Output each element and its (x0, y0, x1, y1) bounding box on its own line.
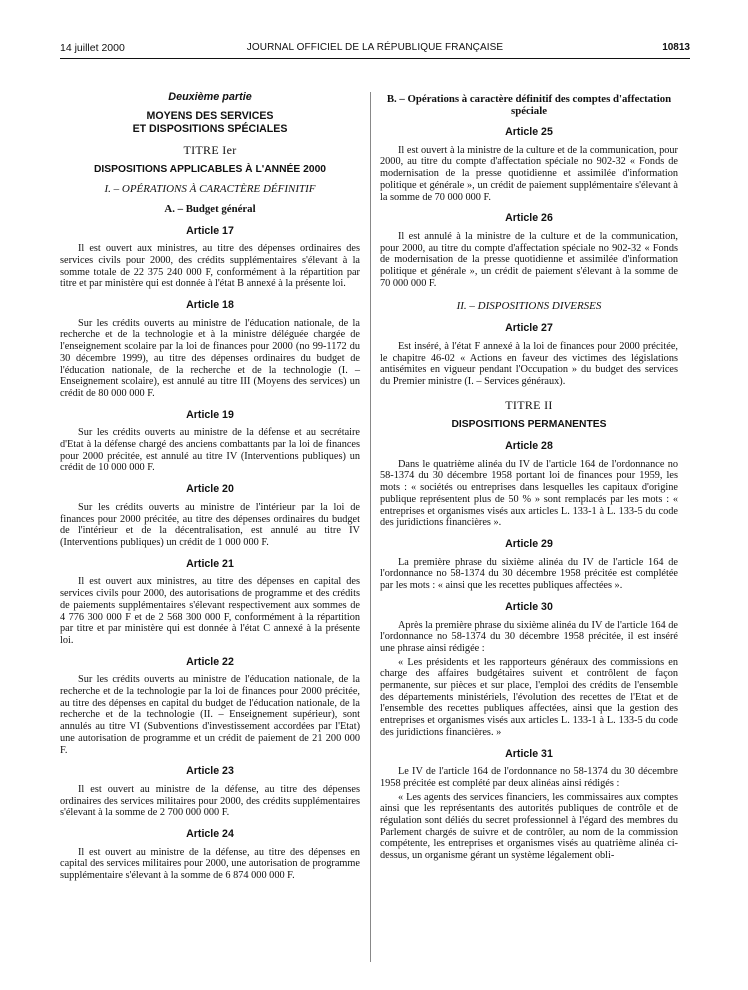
article-paragraph: La première phrase du sixième alinéa du IV de l'article 164 de l'ordonnance no 58-1374 du 30 décembre 1958 précitée est complétée par les mots : « ainsi que les recettes publiques affectées ». (380, 556, 678, 592)
article-heading: Article 31 (505, 747, 553, 760)
article-paragraph: Dans le quatrième alinéa du IV de l'article 164 de l'ordonnance no 58-1374 du 30 décembre 1958 portant loi de finances pour 1959, les mots : « sociétés ou entreprises dans lesquelles les capitaux d'origine publique représentent plus de 50 % » sont remplacés par les mots : « entreprises et organismes visés aux articles L. 133-1 à L. 133-5 du code des juridictions financières ». (380, 458, 678, 529)
article-heading: Article 18 (186, 299, 234, 312)
dispositions-heading: DISPOSITIONS APPLICABLES À L'ANNÉE 2000 (93, 164, 327, 176)
section-b-heading: B. – Opérations à caractère définitif des comptes d'affectation spéciale (386, 93, 672, 117)
article-heading: Article 19 (186, 408, 234, 421)
article-paragraph: Sur les crédits ouverts au ministre de l'éducation nationale, de la recherche et de la technologie et à la ministre déléguée chargée de l'enseignement scolaire par la loi de finances pour 2000 (no 99-1172 du 30 décembre 1999), au titre des dépenses ordinaires du budget de l'éducation nationale, de la recherche et de la technologie (I. – Enseignement scolaire), est annulé au titre III (Moyens des services) un crédit de 80 000 000 F. (60, 317, 360, 399)
article-paragraph: Le IV de l'article 164 de l'ordonnance no 58-1374 du 30 décembre 1958 précitée est complété par deux alinéas ainsi rédigés : (380, 766, 678, 789)
article-paragraph: « Les présidents et les rapporteurs généraux des commissions en charge des affaires budgétaires suivent et contrôlent de façon permanente, sur pièces et sur place, l'emploi des crédits de l'ensemble des départements ministériels, l'évolution des recettes de l'Etat et de l'ensemble des recettes publiques affectées, ainsi que la gestion des entreprises et organismes visés aux articles L. 133-1 à L. 133-5 du code des juridictions financières. » (380, 656, 678, 738)
section-heading-line2: ET DISPOSITIONS SPÉCIALES (132, 122, 288, 135)
titre-ii-heading: TITRE II (505, 397, 553, 412)
section-heading-line1: MOYENS DES SERVICES (146, 109, 274, 122)
article-heading: Article 20 (186, 483, 234, 496)
article-heading: Article 28 (505, 440, 553, 453)
article-paragraph: Sur les crédits ouverts au ministre de la défense et au secrétaire d'Etat à la défense chargé des anciens combattants par la loi de finances pour 2000 précitée, est annulé au titre IV (Interventions publiques) un crédit de 10 000 000 F. (60, 427, 360, 474)
header-date: 14 juillet 2000 (60, 42, 125, 54)
article-paragraph: Sur les crédits ouverts au ministre de l'intérieur par la loi de finances pour 2000 précitée, au titre des dépenses ordinaires du budget de l'intérieur et de la décentralisation, est annulé au titre IV (Interventions publiques) un crédit de 1 000 000 F. (60, 501, 360, 548)
article-heading: Article 29 (505, 537, 553, 550)
article-heading: Article 26 (505, 212, 553, 225)
article-heading: Article 27 (505, 322, 553, 335)
article-heading: Article 17 (186, 224, 234, 237)
journal-title: JOURNAL OFFICIEL DE LA RÉPUBLIQUE FRANÇAISE (246, 42, 504, 53)
article-heading: Article 24 (186, 828, 234, 841)
operations-heading: I. – OPÉRATIONS À CARACTÈRE DÉFINITIF (104, 183, 316, 196)
article-heading: Article 21 (186, 557, 234, 570)
dispositions-diverses-heading: II. – DISPOSITIONS DIVERSES (456, 300, 602, 313)
article-paragraph: Est inséré, à l'état F annexé à la loi de finances pour 2000 précitée, le chapitre 46-02 « Actions en faveur des victimes des législations antisémites en vigueur pendant l'Occupation » du budget des services du Premier ministre (I. – Services généraux). (380, 340, 678, 387)
page-number: 10813 (662, 42, 690, 53)
article-paragraph: Il est ouvert aux ministres, au titre des dépenses ordinaires des services civils pour 2000, des crédits supplémentaires s'élevant à la somme totale de 22 375 240 000 F, conformément à la répartition par titre et par ministère qui est donnée à l'état B annexé à la présente loi. (60, 243, 360, 290)
article-heading: Article 30 (505, 600, 553, 613)
header-rule (60, 58, 690, 59)
article-heading: Article 23 (186, 765, 234, 778)
article-paragraph: Il est annulé à la ministre de la culture et de la communication, pour 2000, au titre du compte d'affectation spéciale no 902-32 « Fonds de modernisation de la presse quotidienne et assimilée d'information politique et générale », un crédit de paiement s'élevant à la somme de 70 000 000 F. (380, 230, 678, 289)
article-paragraph: Sur les crédits ouverts au ministre de l'éducation nationale, de la recherche et de la technologie par la loi de finances pour 2000 précitée, au titre des dépenses en capital du budget de l'éducation nationale, de la recherche et de la technologie (II. – Enseignement supérieur), sont annulés au titre VI (Subventions d'investissement accordées par l'Etat) une autorisation de programme et un crédit de paiement de 21 200 000 F. (60, 674, 360, 756)
budget-general-heading: A. – Budget général (164, 202, 256, 215)
titre-heading: TITRE Ier (183, 142, 237, 157)
left-articles (60, 226, 360, 882)
section-heading (60, 110, 360, 136)
article-paragraph: Il est ouvert aux ministres, au titre des dépenses en capital des services civils pour 2000, des autorisations de programme et des crédits de paiements supplémentaires s'élevant respectivement aux sommes de 4 776 300 000 F et de 2 568 300 000 F, conformément à la répartition par titre et par ministère qui est donnée à l'état C annexé à la présente loi. (60, 576, 360, 646)
left-column (60, 92, 360, 884)
column-separator (370, 92, 371, 962)
articles-ii (380, 323, 678, 388)
part-title: Deuxième partie (168, 91, 252, 103)
article-paragraph: Il est ouvert au ministre de la défense, au titre des dépenses en capital des services militaires pour 2000, une autorisation de programme supplémentaire s'élevant à la somme de 6 874 000 000 F. (60, 846, 360, 882)
article-paragraph: Il est ouvert à la ministre de la culture et de la communication, pour 2000, au titre du compte d'affectation spéciale no 902-32 « Fonds de modernisation de la presse quotidienne et assimilée d'information politique et générale », un crédit de paiement supplémentaire s'élevant à la somme de 70 000 000 F. (380, 144, 678, 203)
dispositions-permanentes-heading: DISPOSITIONS PERMANENTES (451, 419, 607, 431)
page-header (60, 40, 690, 58)
article-paragraph: « Les agents des services financiers, les commissaires aux comptes ainsi que les représentants des autorités publiques de contrôle et de régulation sont déliés du secret professionnel à l'égard des membres du Parlement chargés de suivre et de contrôler, au nom de la commission compétente, les entreprises et organismes visés au quatrième alinéa ci-dessus, un organisme gérant un système légalement obli- (380, 791, 678, 862)
article-paragraph: Il est ouvert au ministre de la défense, au titre des dépenses ordinaires des services militaires pour 2000, des crédits supplémentaires s'élevant à la somme de 2 700 000 000 F. (60, 783, 360, 819)
articles-b (380, 127, 678, 289)
right-column (380, 93, 678, 864)
article-heading: Article 25 (505, 126, 553, 138)
article-paragraph: Après la première phrase du sixième alinéa du IV de l'article 164 de l'ordonnance no 58-1374 du 30 décembre 1958 précitée, il est inséré une phrase ainsi rédigée : (380, 619, 678, 654)
article-heading: Article 22 (186, 655, 234, 668)
articles-permanentes (380, 441, 678, 862)
